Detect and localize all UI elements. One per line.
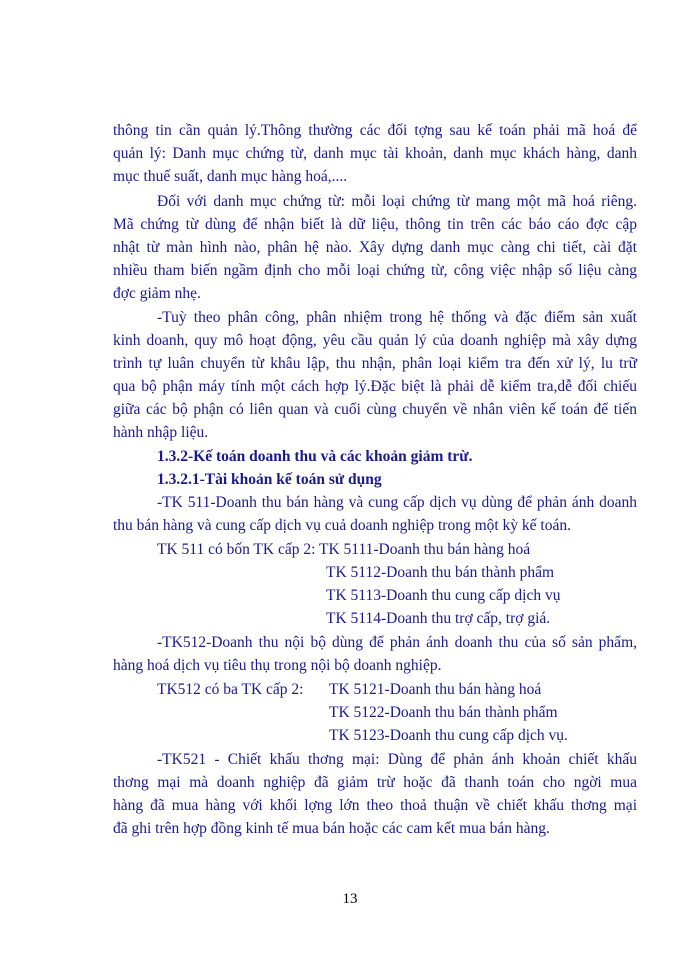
account-list-line: TK 511 có bốn TK cấp 2: TK 5111-Doanh thu bán hàng hoá [157, 541, 531, 558]
account-list-line: TK 5112-Doanh thu bán thành phẩm [326, 564, 555, 581]
text-line: hàng đã mua hàng với khối lợng lớn theo thoả thuận về chiết khấu thơng mại [113, 797, 637, 814]
text-line: đã ghi trên hợp đồng kinh tế mua bán hoặc các cam kết mua bán hàng. [113, 820, 550, 837]
text-line: trình tự luân chuyển từ khâu lập, thu nhận, phân loại kiểm tra đến xử lý, lu trữ [113, 355, 637, 372]
account-list-line: TK 5122-Doanh thu bán thành phẩm [329, 704, 558, 721]
text-line: thông tin cần quản lý.Thông thường các đối tợng sau kế toán phải mã hoá để [113, 122, 637, 139]
text-line: đợc giảm nhẹ. [113, 285, 201, 302]
text-line: giữa các bộ phận có liên quan và cuối cùng chuyển về nhân viên kế toán để tiến [113, 401, 637, 418]
text-line: -Tuỳ theo phân công, phân nhiệm trong hệ thống và đặc điểm sản xuất [157, 309, 637, 326]
text-line: -TK512-Doanh thu nội bộ dùng để phản ánh doanh thu của số sản phẩm, [157, 634, 637, 651]
page-number: 13 [342, 891, 358, 907]
text-line: nhiều tham biến ngầm định cho mỗi loại chứng từ, công việc nhập số liệu càng [113, 262, 637, 279]
text-line: mục thuế suất, danh mục hàng hoá,.... [113, 168, 348, 185]
text-line: Mã chứng từ dùng để nhận biết là dữ liệu, thông tin trên các báo cáo đợc cập [113, 216, 637, 233]
text-line: nhật từ màn hình nào, phân hệ nào. Xây dựng danh mục càng chi tiết, cài đặt [113, 239, 637, 256]
text-line: hàng hoá dịch vụ tiêu thụ trong nội bộ doanh nghiệp. [113, 657, 442, 674]
section-heading: 1.3.2-Kế toán doanh thu và các khoản giảm trừ. [157, 448, 473, 465]
account-list-line: TK 5113-Doanh thu cung cấp dịch vụ [326, 587, 561, 604]
text-line: hành nhập liệu. [113, 424, 209, 441]
text-line: -TK 511-Doanh thu bán hàng và cung cấp dịch vụ dùng để phản ánh doanh [157, 494, 637, 511]
account-list-line: TK512 có ba TK cấp 2: [157, 681, 304, 698]
text-line: quản lý: Danh mục chứng từ, danh mục tài khoản, danh mục khách hàng, danh [113, 145, 637, 162]
text-line: qua bộ phận máy tính một cách hợp lý.Đặc biệt là phải dễ kiểm tra,dễ đối chiếu [113, 378, 637, 395]
text-line: thơng mại mà doanh nghiệp đã giảm trừ hoặc đã thanh toán cho ngời mua [113, 774, 637, 791]
text-line: thu bán hàng và cung cấp dịch vụ cuả doanh nghiệp trong một kỳ kế toán. [113, 517, 571, 534]
text-line: Đối với danh mục chứng từ: mỗi loại chứng từ mang một mã hoá riêng. [157, 193, 637, 210]
text-line: -TK521 - Chiết khấu thơng mại: Dùng để phản ánh khoản chiết khấu [157, 751, 637, 768]
account-list-line: TK 5114-Doanh thu trợ cấp, trợ giá. [326, 610, 551, 627]
account-list-line: TK 5121-Doanh thu bán hàng hoá [329, 681, 542, 698]
account-list-line: TK 5123-Doanh thu cung cấp dịch vụ. [329, 727, 568, 744]
subsection-heading: 1.3.2.1-Tài khoản kế toán sử dụng [157, 471, 382, 488]
text-line: kinh doanh, quy mô hoạt động, yêu cầu quản lý của doanh nghiệp mà xây dựng [113, 332, 637, 349]
